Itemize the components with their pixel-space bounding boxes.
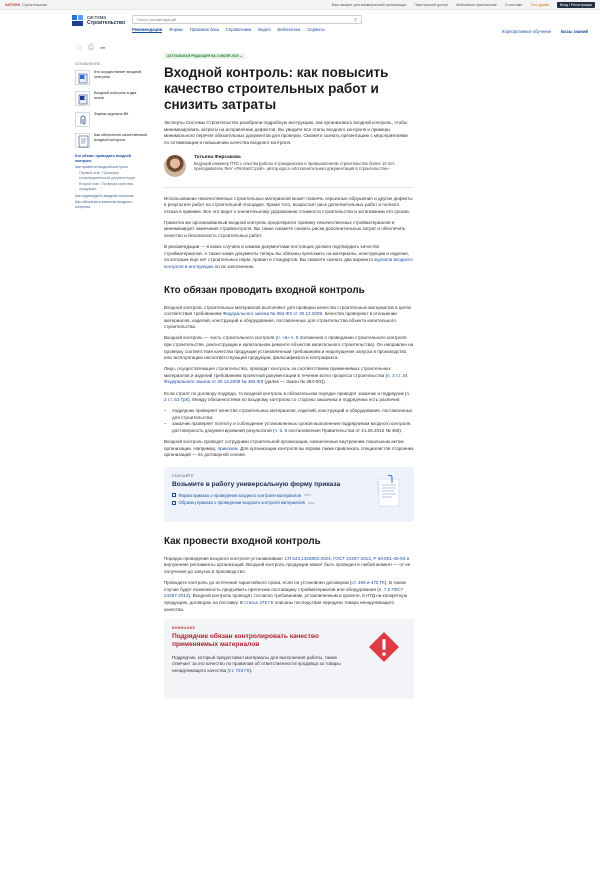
sidebar-card-quality[interactable]	[75, 133, 147, 148]
law-article-link[interactable]: п. 3 ст. 34 Федерального закона от 30.12.2009 № 384-ФЗ	[164, 372, 408, 385]
nav-reference[interactable]: Справочники	[225, 27, 252, 32]
logo-text	[87, 16, 125, 27]
who-paragraph-5	[164, 439, 414, 459]
text: ).	[249, 667, 253, 673]
top-links	[332, 2, 595, 8]
brand-stroitelstvo: Строительство	[22, 2, 48, 7]
text: Лицо, осуществляющее строительство, проводит контроль за соответствием применяемых строительных материалов и изделий требованиям проектной документации в течение всего процесса строительства (	[164, 366, 391, 378]
top-link-mobile[interactable]: Мобильное приложение	[456, 2, 497, 7]
grk-link[interactable]: п. 2 ст. 53 ГрК	[164, 390, 411, 403]
who-paragraph-2	[164, 335, 414, 361]
warning-caption: ВНИМАНИЕ	[172, 626, 196, 631]
gk-469-link[interactable]: ст. 469 и 470 ГК	[351, 580, 385, 586]
text: (далее — Закон № 384-ФЗ)).	[263, 379, 327, 385]
top-link-testdrive[interactable]: Тест-драйв	[530, 2, 549, 7]
sidebar-card-label: Как обеспечить качественный входной контроль	[94, 133, 147, 142]
document-stack-icon	[370, 474, 406, 514]
text: Проводите контроль до истечения гарантийного срока, если он установлен договором (	[164, 580, 352, 586]
toc-item-how[interactable]: Как провести входной контроль	[75, 165, 128, 170]
gost-link[interactable]: п. 7.2 ГОСТ 24297-2013	[164, 586, 404, 599]
text: постановления Правительства от 21.06.2010 № 468).	[287, 428, 403, 433]
article-title: Входной контроль: как повысить качество строительных работ и снизить затраты	[164, 65, 389, 113]
header-right	[502, 29, 588, 34]
how-paragraph-1	[164, 556, 414, 576]
intro-paragraph-2: Грамотно же организованный входной контроль предотвратит приемку некачественных стройматериалов и минимизирует замечания стройконтроля. Вы также сможете снизить риски дополнительных затрат и обеспечить качество и безопасность строительных работ.	[164, 219, 406, 239]
warning-box	[164, 619, 414, 699]
nav-legal[interactable]: Правовая база	[189, 27, 219, 32]
sidebar-section-title: ОГЛАВЛЕНИЕ	[75, 62, 101, 66]
download-link-label: Форма приказа о проведении входного контроля материалов	[178, 492, 301, 498]
text: заказчик проверяет полноту и соблюдение установленных сроков выполнения подрядчиком входного контроля, достоверность документирования результатов (	[172, 421, 412, 433]
text: описаны последствия передачи товара ненадлежащего качества.	[164, 599, 395, 612]
sidebar-card-journal-forms[interactable]	[75, 112, 147, 127]
how-paragraph-2	[164, 580, 414, 613]
gk-723-link[interactable]: ст. 723 ГК	[229, 667, 250, 673]
logo-line1: система	[87, 14, 107, 21]
intro-text: В рекомендации — в каких случаях и какими документами постоящих должен подтвердить качество стройматериалов. А также какие документы теперь вы обязаны приложить на материалы, конструкции и изделия, по которым еще нет строительных норм, правил и стандартов. Вы сможете скачать два варианта	[164, 244, 409, 263]
search-area	[132, 15, 362, 33]
text: положения о проведении строительного контроля при строительстве, реконструкции и капитальном ремонте объектов капитального строительства). Он направлен на проверку соответствия качества продукции установленным требованиям и недопущение запуска в производство или эксплуатацию несоответствующей продукции, фальсификата и контрафакта.	[164, 335, 414, 361]
author-block	[164, 155, 414, 177]
chevron-down-icon[interactable]: ⌄	[239, 54, 243, 58]
edition-badge-text: АКТУАЛЬНАЯ РЕДАКЦИЯ НА 3 ИЮЛЯ 2025	[167, 54, 239, 58]
intro-paragraph-3	[164, 244, 414, 270]
author-name[interactable]: Татьяна Фирсакова	[194, 154, 241, 160]
favorite-icon[interactable]: ☆	[76, 45, 83, 52]
sidebar-card-who[interactable]	[75, 70, 147, 85]
list-item	[164, 421, 414, 434]
toc-item-who[interactable]: Кто обязан проводить входной контроль	[75, 154, 131, 163]
warning-title: Подрядчик обязан контролировать качество применяемых материалов	[172, 633, 319, 649]
sidebar-card-two-stages[interactable]	[75, 91, 147, 106]
flag-doc-icon	[75, 91, 90, 106]
text: . Для организации контроля вы вправе также привлекать специалистов сторонних организаций — по договорной основе.	[164, 445, 414, 458]
article-lead: Эксперты Системы Строительство разобрали подробную инструкцию, как организовать входной контроль, чтобы минимизировать затраты на исправление дефектов. Вы увидите все этапы входного контроля и примеры минимального перечня обязательных документов для проверки. Сможете скачать презентацию с мероприятиями по оптимизации и повышению качества входного контроля.	[164, 120, 408, 145]
brand-aktion: АКТИОН	[5, 2, 21, 7]
warning-icon	[368, 631, 400, 663]
nav-services[interactable]: Сервисы	[307, 27, 325, 32]
who-paragraph-4	[164, 391, 414, 404]
text: ). Между обязанностями по входному контролю со стороны заказчика и подрядчика есть различия:	[188, 397, 401, 403]
nav-video[interactable]: Видео	[258, 27, 271, 32]
corporate-training-link[interactable]: Корпоративное обучение	[502, 29, 552, 34]
knowledge-base-link[interactable]: Базы знаний	[561, 29, 588, 34]
sp-gost-link[interactable]: СП 543.1325800.2024, ГОСТ 24297-2013, Р 50-601-40-93	[284, 555, 406, 561]
sidebar	[72, 44, 147, 211]
text: ). В таком случае будет возможность предъявить претензии поставщику стройматериалов или оборудования (	[164, 580, 406, 592]
section-heading-who: Кто обязан проводить входной контроль	[164, 284, 365, 296]
who-paragraph-1	[164, 305, 414, 331]
text: Если строят по договору подряда, то входной контроль в обязательном порядке проводят заказчик и подрядчик (	[164, 390, 407, 396]
list-item: – подрядчик проверяет качество строительных материалов, изделий, конструкций и оборудования, поставленных для строительства;	[164, 408, 414, 421]
sidebar-card-label: Входной контроль в два этапа	[94, 91, 137, 100]
paperclip-icon	[75, 112, 90, 127]
journal-link[interactable]: журнала входного контроля и инструкцию	[164, 257, 413, 269]
share-icon[interactable]: ➦	[99, 45, 106, 52]
file-ext: docx	[307, 500, 315, 505]
nav-recommendations[interactable]: Рекомендации	[132, 27, 163, 32]
divider	[164, 187, 414, 188]
toc-item-quality[interactable]: Как обеспечить качество входного контроля	[75, 199, 133, 209]
print-icon[interactable]: ⎙	[88, 44, 94, 51]
who-paragraph-3	[164, 366, 414, 386]
file-ext: docx	[303, 493, 312, 498]
doc-list-icon	[75, 133, 90, 148]
article-actions	[76, 44, 147, 52]
text: Входной контроль строительных материалов выполняют для проверки качества строительных материалов в целях соответствия требованиям	[164, 304, 412, 317]
gk-475-link[interactable]: статье 475 ГК	[244, 599, 274, 605]
text: Входной контроль — часть строительного контроля (	[164, 335, 278, 341]
table-of-contents	[75, 154, 147, 209]
main-nav	[132, 27, 362, 33]
top-link-commercial[interactable]: Ваш аккаунт для коммерческой организации	[331, 2, 407, 7]
author-bio: ведущий инженер ПТО с опытом работы в гражданском и промышленном строительстве более 10 лет, преподаватель ФАУ «РосКапСтрой», автор курса «Исполнительная документация в строительстве»	[194, 160, 396, 171]
section-heading-how: Как провести входной контроль	[164, 535, 321, 547]
intro-text-end: по их заполнению.	[213, 263, 255, 269]
article	[164, 44, 414, 699]
sidebar-card-label: Формы журнала ВК	[94, 112, 129, 116]
warning-text	[172, 655, 347, 675]
document-icon	[172, 501, 176, 505]
toc-item-confirm[interactable]: Как подтвердить входной контроль	[75, 193, 134, 198]
login-button[interactable]: Вход / Регистрация	[557, 2, 595, 8]
top-link-about[interactable]: О системе	[504, 2, 523, 7]
nav-forms[interactable]: Формы	[169, 27, 183, 32]
logo-line2: Строительство	[87, 20, 126, 26]
download-link-label: Образец приказа о проведении входного контроля материалов	[178, 500, 305, 506]
download-title: Возьмите в работу универсальную форму приказа	[172, 480, 341, 488]
order-link[interactable]: приказом	[217, 445, 238, 451]
header	[0, 10, 600, 44]
top-link-partner[interactable]: Партнерский доступ	[414, 2, 449, 7]
download-box	[164, 467, 414, 522]
text: Подрядчик, который предоставил материалы для выполнения работы, также отвечает за его качество по правилам об ответственности продавца за товары ненадлежащего качества (	[172, 654, 341, 673]
text: Порядок проведения входного контроля устанавливают	[164, 555, 285, 561]
sidebar-card-label: Кто осуществляет входной контроль	[94, 70, 142, 79]
top-bar	[0, 0, 600, 10]
toc-item-stage-two[interactable]: Второй этап. Проверка качества продукции	[79, 182, 134, 192]
edition-badge	[164, 53, 245, 59]
document-icon	[172, 493, 176, 497]
logo[interactable]	[72, 15, 132, 27]
text: ). Входной контроль проводят согласно требованиям, установленным в проекте, в НТД на конкретную продукцию, договорах на поставку. В	[164, 593, 408, 605]
brand[interactable]	[5, 3, 47, 7]
search-icon[interactable]: ⚲	[354, 17, 357, 22]
avatar	[164, 155, 186, 177]
search-input[interactable]	[132, 15, 362, 24]
clause-link[interactable]: п. «в» ч. 5	[277, 335, 299, 341]
intro-paragraph-1: Использование некачественных строительных материалов может повлечь серьезные обрушения и другие дефекты в результате работ на строительной площадке. Кроме того, возрастает риск дополнительных работ и полного отказа в приемке. Все это ведет к значительному удорожанию стоимости строительства и затягиванию его сроков.	[164, 195, 413, 214]
text: . Качество проверяют в отношении материалов, изделий, конструкций и оборудования, поставленных для строительства объекта капитального строительства.	[164, 311, 397, 330]
toc-item-stage-one[interactable]: Первый этап. Проверка сопроводительной документации	[79, 171, 135, 181]
logo-mark-icon	[72, 15, 84, 27]
resolution-link[interactable]: ч. 5, 6	[274, 428, 288, 433]
text: и внутренние регламенты организаций. Входной контроль продукции может быть проведен в любой момент — от ее получения до запуска в производство.	[164, 555, 411, 575]
nav-library[interactable]: Библиотека	[277, 27, 301, 32]
flag-doc-icon	[75, 70, 90, 85]
download-caption: СКАЧАЙТЕ	[172, 473, 194, 478]
search-placeholder: Поиск рекомендаций	[137, 17, 177, 22]
law-384-link[interactable]: Федерального закона № 384-ФЗ от 30.12.2009	[222, 311, 323, 317]
duties-list	[164, 408, 414, 434]
text: Входной контроль проводят сотрудники строительной организации, назначенные внутренним локальным актом организации. Например,	[164, 439, 404, 451]
